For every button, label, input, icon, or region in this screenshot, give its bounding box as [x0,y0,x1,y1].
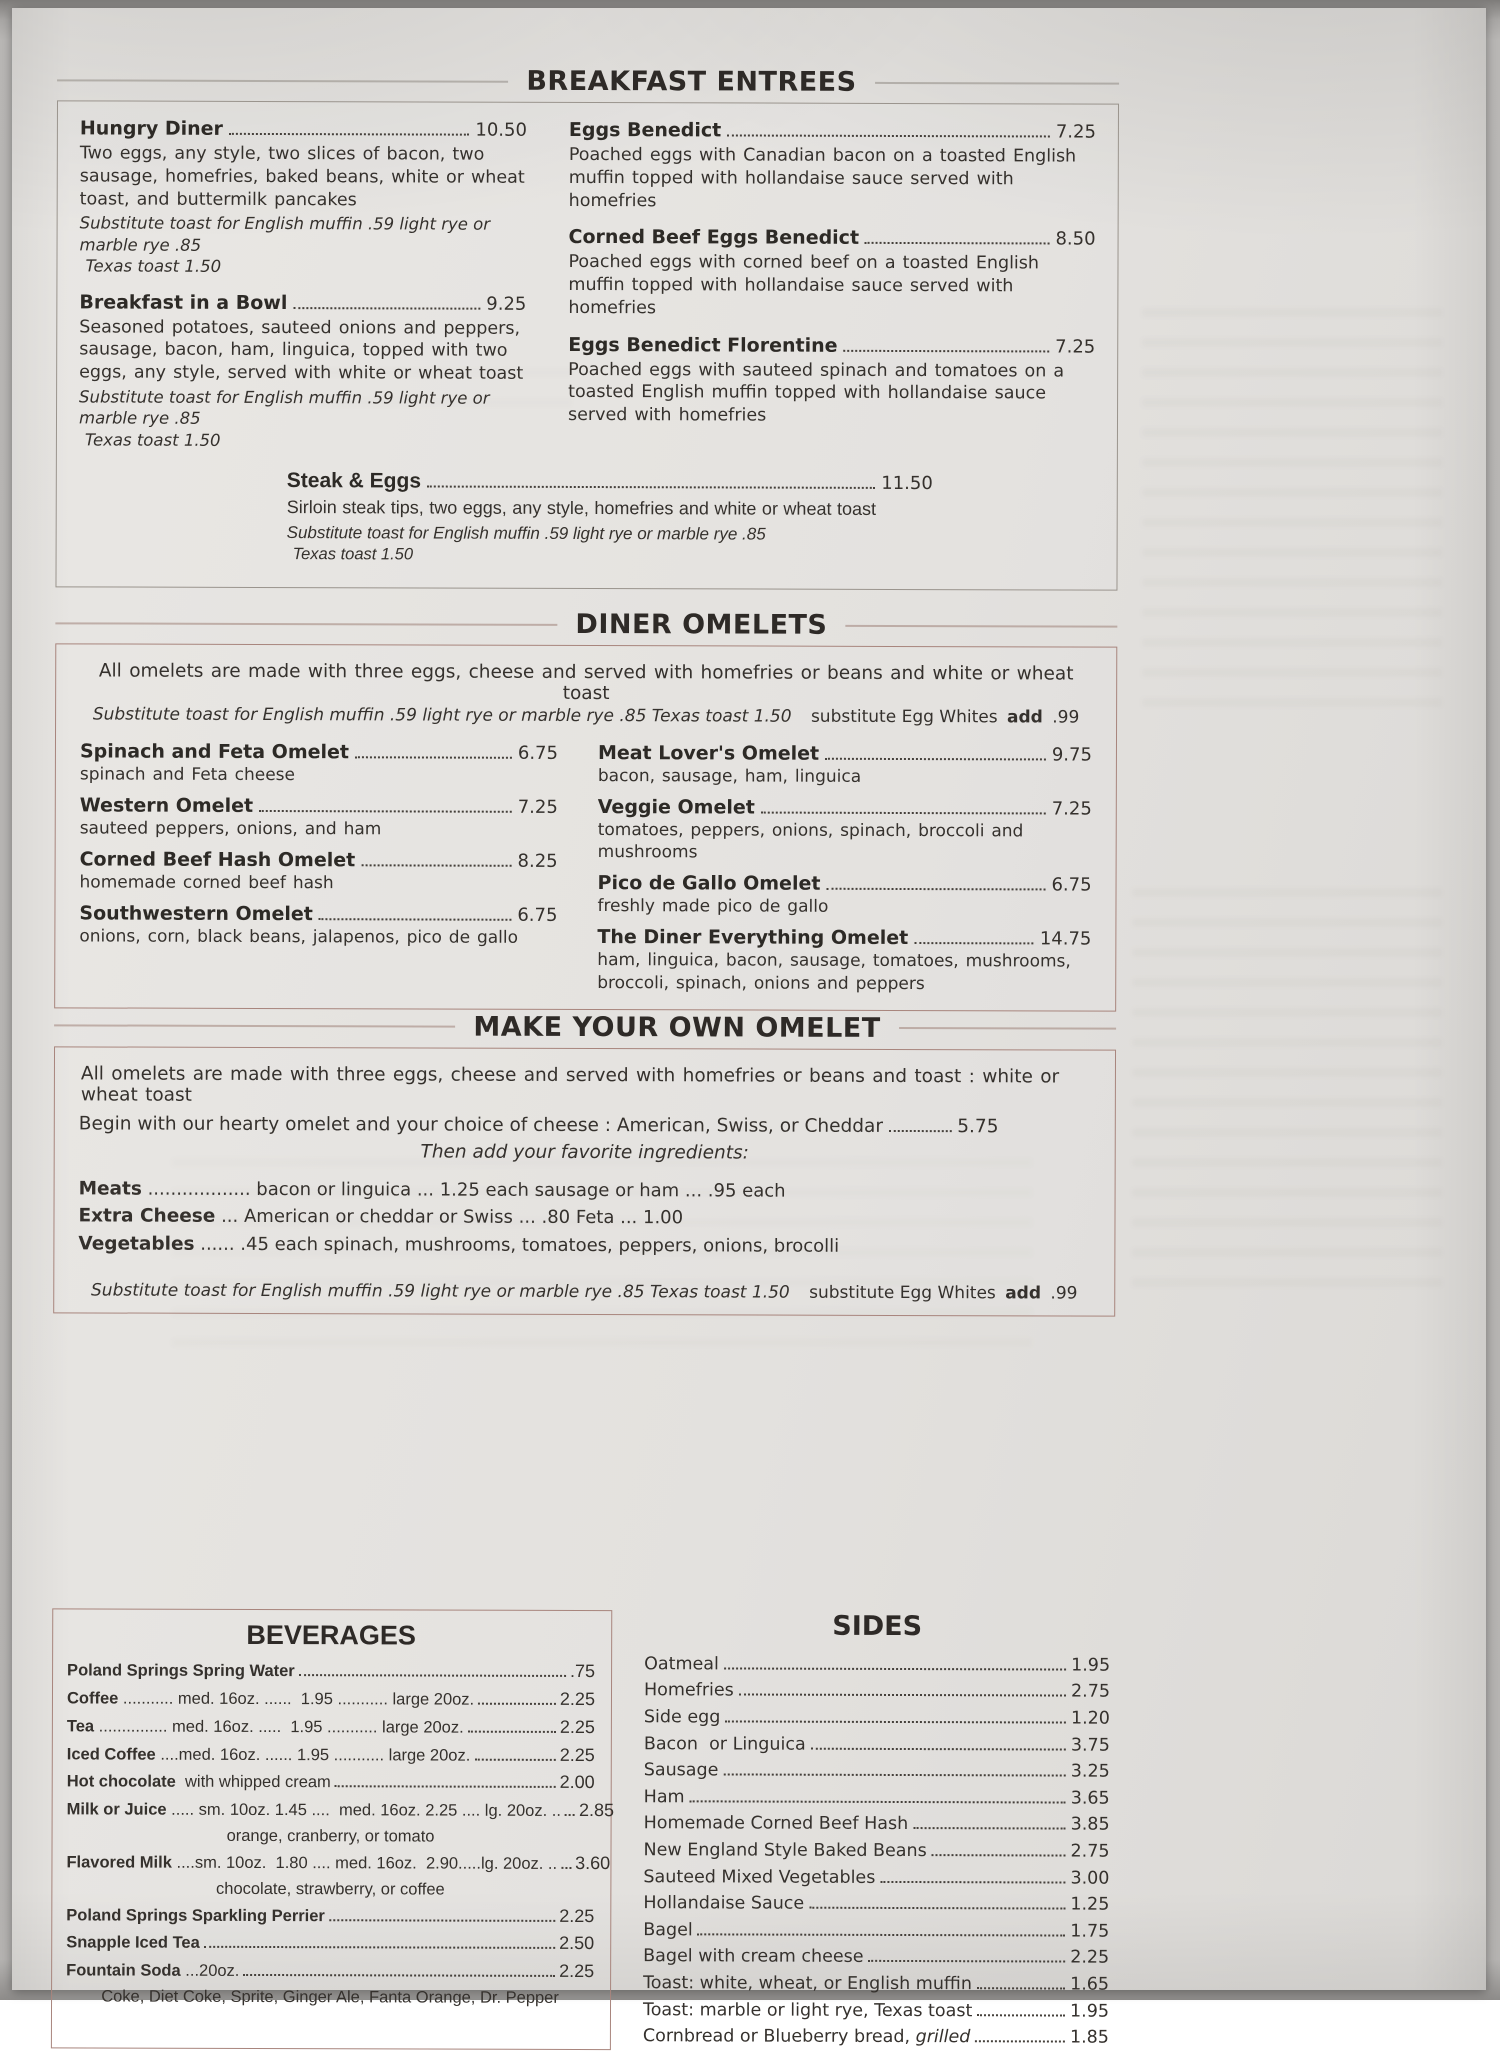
beverage-row [67,1684,595,1714]
menu-item-name: Corned Beef Eggs Benedict [569,226,860,249]
egg-whites-add-label: add [1005,1283,1041,1303]
menu-item-name: Steak & Eggs [287,469,421,493]
menu-item-description: tomatoes, peppers, onions, spinach, broccoli and mushrooms [598,819,1092,865]
side-price: 3.65 [1071,1785,1110,1812]
side-name: Bagel [643,1917,693,1944]
ingredient-category-label: Meats [79,1178,142,1199]
menu-item-description: onions, corn, black beans, jalapenos, pico de gallo [79,926,557,950]
side-price: 3.00 [1070,1865,1109,1892]
dot-leader [739,1692,1066,1697]
beverage-flavors: Coke, Diet Coke, Sprite, Ginger Ale, Fanta Orange, Dr. Pepper [66,1985,594,2011]
title-rule-right [875,81,1119,84]
dot-leader [809,1905,1065,1910]
beverage-name: Hot chocolate [67,1770,176,1796]
dot-leader [335,1784,556,1789]
beverage-price: 2.25 [559,1903,594,1931]
menu-item [598,742,1092,789]
title-rule-left [55,622,557,626]
beverages-rows [66,1656,595,2011]
side-row [644,1678,1110,1706]
menu-item-description: bacon, sausage, ham, linguica [598,765,1092,789]
menu-item-description: Poached eggs with sauteed spinach and tomatoes on a toasted English muffin topped with hollandaise sauce served with homefries [568,358,1095,428]
omelets-intro: All omelets are made with three eggs, cheese and served with homefries or beans and white or wheat toast [76,660,1096,705]
menu-item-header [79,903,557,927]
egg-whites-note: substitute Egg Whites [811,707,998,728]
dot-leader [865,240,1049,245]
menu-item-name: Corned Beef Hash Omelet [80,849,356,872]
side-price: 2.75 [1071,1679,1110,1706]
dot-leader [474,1756,555,1760]
beverage-name: Tea [67,1714,94,1740]
menu-item-header [598,796,1092,820]
side-price: 1.95 [1070,1998,1109,2025]
dot-leader [727,132,1050,137]
beverage-price: 2.25 [560,1686,595,1714]
dot-leader [204,1944,555,1949]
menu-item [80,740,558,787]
beverage-name: Iced Coffee [67,1742,156,1768]
texas-toast-note: Texas toast 1.50 [287,544,933,567]
dot-leader [355,754,512,758]
menu-item-price: 14.75 [1040,929,1092,950]
dot-leader [299,1672,566,1677]
beverage-row [67,1712,595,1742]
menu-item-header [287,469,933,495]
myo-substitution-note [78,1280,1090,1303]
beverage-sizes: ....med. 16oz. ...... 1.95 ........... large 20oz. [156,1742,471,1769]
beverage-row [67,1740,595,1770]
menu-item-price: 6.75 [517,905,557,926]
dot-leader [725,1718,1066,1723]
dot-leader [826,886,1045,891]
beverage-flavors: orange, cranberry, or tomato [67,1824,595,1850]
substitution-note: Substitute toast for English muffin .59 light rye or marble rye .85 [287,522,933,546]
menu-item-header [80,795,558,819]
menu-page [12,8,1486,1990]
dot-leader [975,2038,1065,2042]
dot-leader [761,810,1046,815]
texas-toast-note: Texas toast 1.50 [79,429,526,452]
side-row [644,1784,1110,1812]
substitution-note: Substitute toast for English muffin .59 light rye or marble rye .85 [80,213,527,257]
beverage-sizes: with whipped cream [176,1770,331,1796]
omelets-right-column [597,742,1092,1004]
beverage-price: 2.00 [560,1769,595,1797]
beverage-price: 2.85 [579,1797,614,1825]
menu-item-price: 8.50 [1055,229,1095,250]
dot-leader [889,1128,951,1132]
side-price: 1.65 [1070,1972,1109,1999]
myo-ingredient-row: Vegetables ...... .45 each spinach, mushrooms, tomatoes, peppers, onions, brocolli [78,1231,1090,1262]
beverage-name: Poland Springs Sparkling Perrier [66,1903,325,1929]
side-name: Oatmeal [644,1651,719,1678]
dot-leader [723,1772,1065,1777]
side-price: 2.25 [1070,1945,1109,1972]
menu-item [597,872,1091,919]
dot-leader [825,756,1046,761]
dot-leader [913,1825,1065,1829]
myo-base-price: 5.75 [957,1116,998,1137]
menu-item [287,469,933,567]
beverage-row [67,1768,595,1798]
myo-base-price-row [79,1113,1091,1137]
beverage-name: Milk or Juice [67,1798,167,1824]
menu-item-name: Southwestern Omelet [79,903,312,926]
myo-title-row [54,1010,1116,1044]
menu-item [79,903,557,950]
breakfast-section-title: BREAKFAST ENTREES [526,66,856,98]
beverage-price: 3.60 [575,1850,610,1878]
menu-item-header [598,742,1092,766]
beverage-price: 2.25 [560,1714,595,1742]
dot-leader [468,1728,556,1732]
side-row [644,1704,1110,1732]
breakfast-left-column [79,117,527,466]
side-price: 3.75 [1071,1732,1110,1759]
omelets-columns [75,740,1096,1004]
side-price: 1.85 [1070,2025,1109,2051]
myo-ingredient-row: Meats .................. bacon or linguica ... 1.25 each sausage or ham ... .95 each [79,1175,1091,1206]
dot-leader [259,808,512,813]
side-name: Cornbread or Blueberry bread, grilled [643,2023,971,2051]
menu-item-price: 9.75 [1052,745,1092,766]
side-name: Toast: white, wheat, or English muffin [643,1970,972,1998]
side-name: Sauteed Mixed Vegetables [643,1864,875,1891]
menu-item-name: Western Omelet [80,795,253,818]
beverage-row [67,1796,595,1826]
menu-item-description: Poached eggs with Canadian bacon on a toasted English muffin topped with hollandaise sauce served with homefries [569,144,1096,214]
dot-leader [811,1745,1066,1750]
beverage-price: 2.25 [560,1741,595,1769]
myo-base-text: Begin with our hearty omelet and your choice of cheese : American, Swiss, or Cheddar [79,1113,883,1137]
title-rule-left [54,1024,455,1027]
beverage-row [66,1957,594,1987]
side-name: Homemade Corned Beef Hash [644,1811,909,1838]
bleed-through-artifact [1142,308,1442,728]
myo-ingredient-row: Extra Cheese ... American or cheddar or Swiss ... .80 Feta ... 1.00 [78,1203,1090,1234]
menu-item-price: 11.50 [881,473,933,494]
dot-leader [243,1972,555,1977]
menu-item-description: Sirloin steak tips, two eggs, any style, homefries and white or wheat toast [287,496,933,521]
side-name: Hollandaise Sauce [643,1890,804,1917]
menu-item-description: homemade corned beef hash [80,872,558,896]
texas-toast-note: Texas toast 1.50 [79,256,526,279]
beverage-flavors: chocolate, strawberry, or coffee [66,1876,594,1902]
dot-leader [698,1931,1066,1936]
dot-leader [478,1700,556,1704]
menu-item [568,333,1095,428]
menu-item-price: 6.75 [518,743,558,764]
beverage-name: Coffee [67,1686,118,1712]
menu-item-description: spinach and Feta cheese [80,763,558,787]
egg-whites-note: substitute Egg Whites [809,1283,996,1304]
menu-item-name: Hungry Diner [80,117,223,139]
beverage-sizes: ........... med. 16oz. ...... 1.95 ........... large 20oz. [118,1686,474,1713]
beverage-price: 2.50 [559,1930,594,1958]
beverage-name: Flavored Milk [66,1850,172,1876]
omelets-section-title: DINER OMELETS [575,609,827,641]
dot-leader [724,1665,1066,1670]
beverage-row [66,1848,594,1878]
menu-item [569,119,1096,214]
dot-leader [977,2012,1065,2016]
dot-leader [329,1917,555,1922]
beverage-price: .75 [570,1658,595,1686]
side-name: Bagel with cream cheese [643,1944,863,1971]
breakfast-right-column [568,119,1096,468]
dot-leader [361,863,511,867]
bottom-row [51,1608,1114,2051]
egg-whites-add-label: add [1007,707,1043,727]
menu-item-header [80,117,527,140]
menu-item [80,795,558,842]
side-price: 3.85 [1071,1812,1110,1839]
myo-ingredients-heading: Then add your favorite ingredients: [79,1140,1091,1164]
menu-item-header [568,333,1095,357]
dot-leader [319,916,512,921]
side-price: 1.95 [1071,1652,1110,1679]
menu-item-price: 7.25 [1055,336,1095,357]
menu-item-header [569,226,1096,250]
beverage-sizes: ....sm. 10oz. 1.80 .... med. 16oz. 2.90.....lg. 20oz. .. [172,1851,557,1878]
side-price: 2.75 [1070,1839,1109,1866]
side-name: Ham [644,1784,685,1811]
ingredient-category-label: Extra Cheese [78,1206,215,1227]
breakfast-section-box [55,100,1119,590]
ingredient-category-label: Vegetables [78,1234,194,1255]
menu-item-price: 9.25 [486,293,526,314]
beverage-name: Snapple Iced Tea [66,1931,200,1957]
beverage-sizes: ............... med. 16oz. ..... 1.95 ........... large 20oz. [94,1714,464,1741]
menu-item-name: Spinach and Feta Omelet [80,740,349,763]
myo-intro: All omelets are made with three eggs, cheese and served with homefries or beans and toast : white or wheat toast [81,1063,1091,1108]
side-name-italic: grilled [916,2027,971,2047]
side-name: Homefries [644,1678,734,1705]
beverage-price: 2.25 [559,1958,594,1986]
omelets-section-box [54,643,1117,1011]
menu-item [568,226,1095,321]
title-rule-right [899,1027,1116,1030]
egg-whites-price: .99 [1050,1283,1077,1303]
side-name: Side egg [644,1704,720,1731]
menu-item-name: Eggs Benedict Florentine [568,333,837,356]
sides-section [643,1610,1114,2051]
omelets-left-column [79,740,558,1002]
menu-item-header [80,740,558,764]
menu-item-description: Seasoned potatoes, sauteed onions and peppers, sausage, bacon, ham, linguica, topped with two eggs, any style, served with white or wheat toast [79,316,526,386]
side-price: 3.25 [1071,1759,1110,1786]
beverage-sizes: ..... sm. 10oz. 1.45 .... med. 16oz. 2.25 .... lg. 20oz. .. [167,1798,561,1825]
beverage-name: Fountain Soda [66,1959,181,1985]
dot-leader [880,1879,1065,1884]
beverage-name: Poland Springs Spring Water [67,1658,295,1684]
title-rule-right [845,624,1117,627]
side-name: Bacon or Linguica [644,1731,806,1758]
side-row [644,1811,1110,1839]
beverage-sizes: ...20oz. [181,1959,240,1985]
menu-item-price: 6.75 [1051,875,1091,896]
menu-item-name: Eggs Benedict [569,119,721,141]
menu-item-name: Meat Lover's Omelet [598,742,819,765]
dot-leader [565,1812,575,1816]
beverage-row [66,1901,594,1931]
side-row [643,1890,1109,1918]
menu-item-price: 7.25 [1056,121,1096,142]
side-row [643,1970,1109,1998]
menu-item [598,796,1092,865]
dot-leader [229,131,469,136]
menu-item-description: ham, linguica, bacon, sausage, tomatoes, mushrooms, broccoli, spinach, onions and peppers [597,949,1091,995]
side-row [643,1944,1109,1972]
side-row [644,1731,1110,1759]
side-name: New England Style Baked Beans [643,1837,926,1864]
menu-item-header [80,849,558,873]
steak-and-eggs-block [287,469,933,567]
menu-item [597,926,1091,995]
menu-item-header [597,926,1091,950]
dot-leader [293,305,480,310]
menu-item-price: 7.25 [518,797,558,818]
menu-item-name: The Diner Everything Omelet [597,926,908,949]
beverages-section-title: BEVERAGES [67,1619,595,1652]
substitution-note: Substitute toast for English muffin .59 light rye or marble rye .85 [79,386,526,430]
side-row [643,1917,1109,1945]
bleed-through-artifact [1132,888,1442,1308]
menu-item-description: Poached eggs with corned beef on a toasted English muffin topped with hollandaise sauce served with homefries [568,251,1095,321]
beverage-row [67,1656,595,1686]
menu-item-header [598,872,1092,896]
dot-leader [427,484,875,489]
side-name: Toast: marble or light rye, Texas toast [643,1997,972,2025]
menu-item-header [569,119,1096,143]
side-row [644,1757,1110,1785]
side-row [644,1651,1110,1679]
sides-rows [643,1651,1110,2051]
beverage-row [66,1929,594,1959]
side-row [643,1997,1109,2025]
myo-section-title: MAKE YOUR OWN OMELET [473,1011,880,1043]
side-name: Sausage [644,1757,719,1784]
menu-item-header [79,291,526,314]
side-row [643,1837,1109,1865]
dot-leader [869,1958,1066,1963]
menu-item-name: Veggie Omelet [598,796,755,818]
menu-item-description: Two eggs, any style, two slices of bacon, two sausage, homefries, baked beans, white or wheat toast, and buttermilk pancakes [80,142,527,212]
dot-leader [914,940,1034,944]
side-row [643,1864,1109,1892]
substitution-note-italic: Substitute toast for English muffin .59 light rye or marble rye .85 Texas toast 1.50 [93,704,792,726]
menu-item-description: sauteed peppers, onions, and ham [80,818,558,842]
substitution-note-italic: Substitute toast for English muffin .59 light rye or marble rye .85 Texas toast 1.50 [91,1280,790,1302]
menu-item-description: freshly made pico de gallo [597,895,1091,919]
myo-section-box [53,1046,1116,1317]
myo-ingredient-rows [78,1175,1090,1261]
dot-leader [561,1865,571,1869]
dot-leader [844,347,1050,352]
menu-content [51,64,1119,2051]
menu-item-price: 7.25 [1052,799,1092,820]
side-price: 1.75 [1070,1918,1109,1945]
beverages-section-box [51,1608,612,2050]
sides-section-title: SIDES [644,1610,1110,1642]
dot-leader [690,1798,1066,1803]
menu-item-price: 8.25 [518,851,558,872]
omelets-title-row [55,607,1117,641]
side-price: 1.25 [1070,1892,1109,1919]
menu-item [79,117,526,278]
breakfast-title-row [57,64,1119,98]
side-row [643,2023,1109,2051]
menu-item-name: Pico de Gallo Omelet [598,872,821,895]
side-price: 1.20 [1071,1706,1110,1733]
breakfast-columns [79,117,1096,467]
dot-leader [932,1852,1066,1856]
menu-item [80,849,558,896]
menu-item-price: 10.50 [475,120,527,141]
title-rule-left [57,79,508,82]
menu-item-name: Breakfast in a Bowl [79,291,287,314]
omelets-substitution-note [76,704,1096,727]
egg-whites-price: .99 [1052,708,1079,728]
dot-leader [977,1985,1065,1989]
menu-item [79,291,526,452]
